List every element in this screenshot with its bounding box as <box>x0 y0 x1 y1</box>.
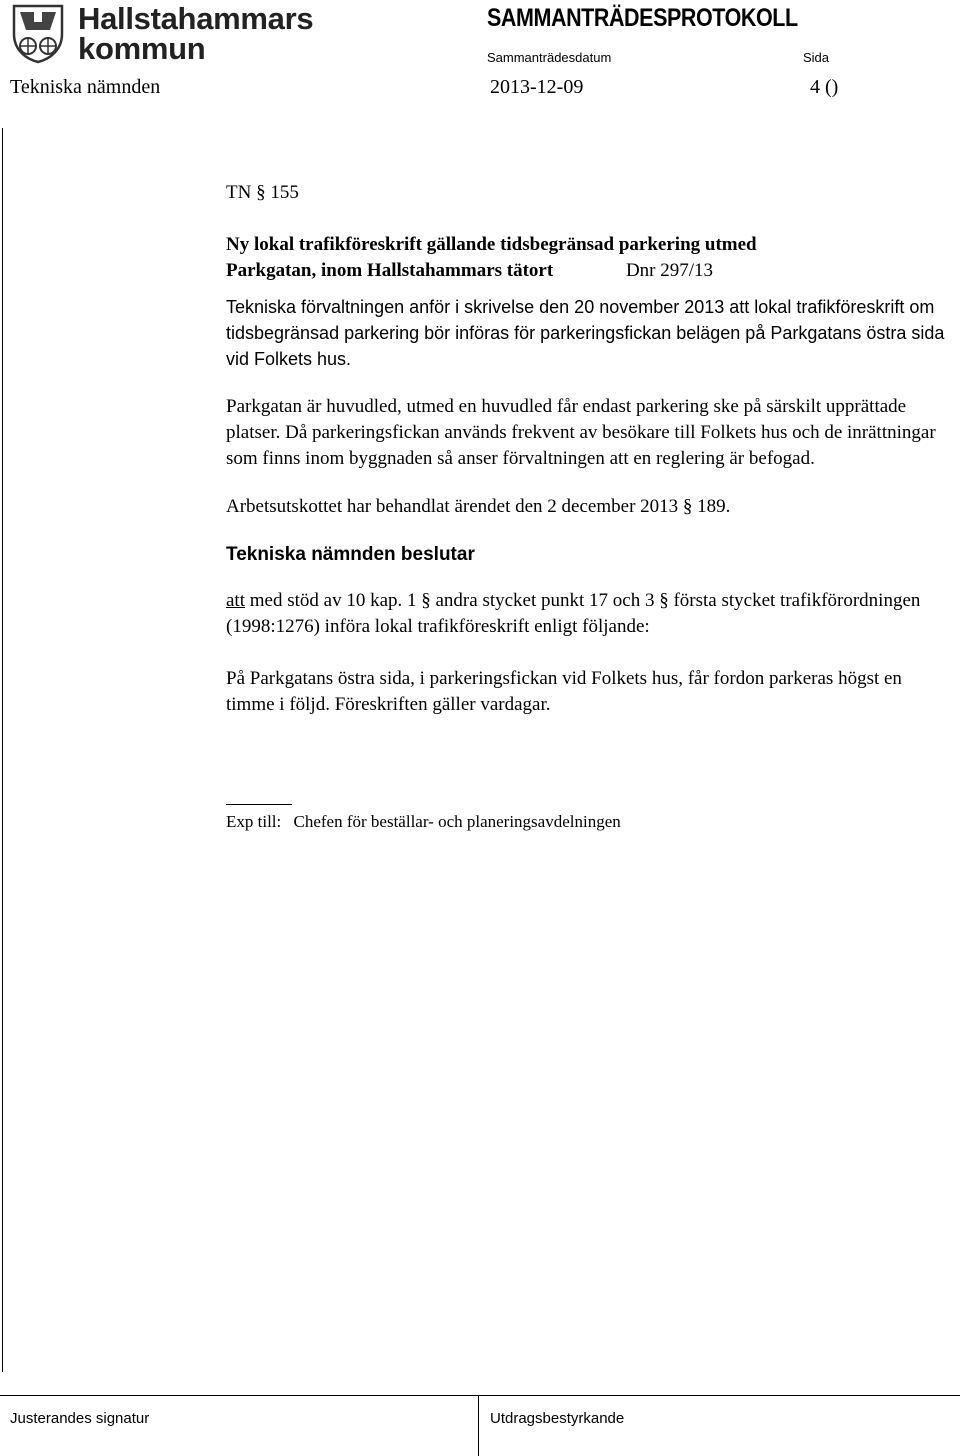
distribution-rule <box>226 804 292 805</box>
document-type: SAMMANTRÄDESPROTOKOLL <box>487 4 798 32</box>
logo-line-2: kommun <box>78 31 206 66</box>
page-number: 4 () <box>810 76 839 98</box>
signature-label: Justerandes signatur <box>10 1410 150 1427</box>
logo-wordmark <box>78 1 314 66</box>
footer-rule <box>0 1395 960 1396</box>
paragraph-committee: Arbetsutskottet har behandlat ärendet den 2 december 2013 § 189. <box>226 496 731 517</box>
committee-name: Tekniska nämnden <box>10 76 161 98</box>
minutes-body <box>226 180 946 835</box>
municipality-logo <box>12 1 314 66</box>
case-dnr: Dnr 297/13 <box>625 260 714 281</box>
case-title-line-2 <box>226 258 946 284</box>
distribution-label: Exp till: <box>226 812 282 831</box>
decision-text <box>226 588 946 640</box>
case-number: TN § 155 <box>226 182 299 203</box>
distribution-recipient: Chefen för beställar- och planeringsavdelningen <box>293 812 621 831</box>
case-title-line-1: Ny lokal trafikföreskrift gällande tidsbegränsad parkering utmed <box>226 234 757 255</box>
paragraph-motivation: Parkgatan är huvudled, utmed en huvudled får endast parkering ske på särskilt upprättade platser. Då parkeringsfickan används frekvent av besökare till Folkets hus och de inrättningar som finns inom byggnaden så anser förvaltningen att en reglering är befogad. <box>226 396 936 469</box>
page-label: Sida <box>803 50 830 65</box>
coat-of-arms-icon <box>12 4 64 64</box>
certified-label: Utdragsbestyrkande <box>490 1410 625 1427</box>
footer-divider <box>478 1395 479 1456</box>
decision-heading: Tekniska nämnden beslutar <box>226 544 475 565</box>
distribution-line <box>226 809 946 835</box>
margin-rule <box>2 128 3 1372</box>
meeting-date: 2013-12-09 <box>490 76 584 98</box>
date-label: Sammanträdesdatum <box>487 50 612 65</box>
case-title-text: Parkgatan, inom Hallstahammars tätort <box>226 260 554 281</box>
regulation-text: På Parkgatans östra sida, i parkeringsfickan vid Folkets hus, får fordon parkeras högst en timme i följd. Föreskriften gäller vardagar. <box>226 668 902 715</box>
logo-line-1: Hallstahammars <box>78 1 314 36</box>
decision-att: att <box>226 590 245 611</box>
paragraph-background: Tekniska förvaltningen anför i skrivelse den 20 november 2013 att lokal trafikföreskrift om tidsbegränsad parkering bör införas för parkeringsfickan belägen på Parkgatans östra sida vid Folkets hus. <box>226 297 945 369</box>
decision-body: med stöd av 10 kap. 1 § andra stycket punkt 17 och 3 § första stycket trafikförordningen (1998:1276) införa lokal trafikföreskrift enligt följande: <box>226 590 921 637</box>
